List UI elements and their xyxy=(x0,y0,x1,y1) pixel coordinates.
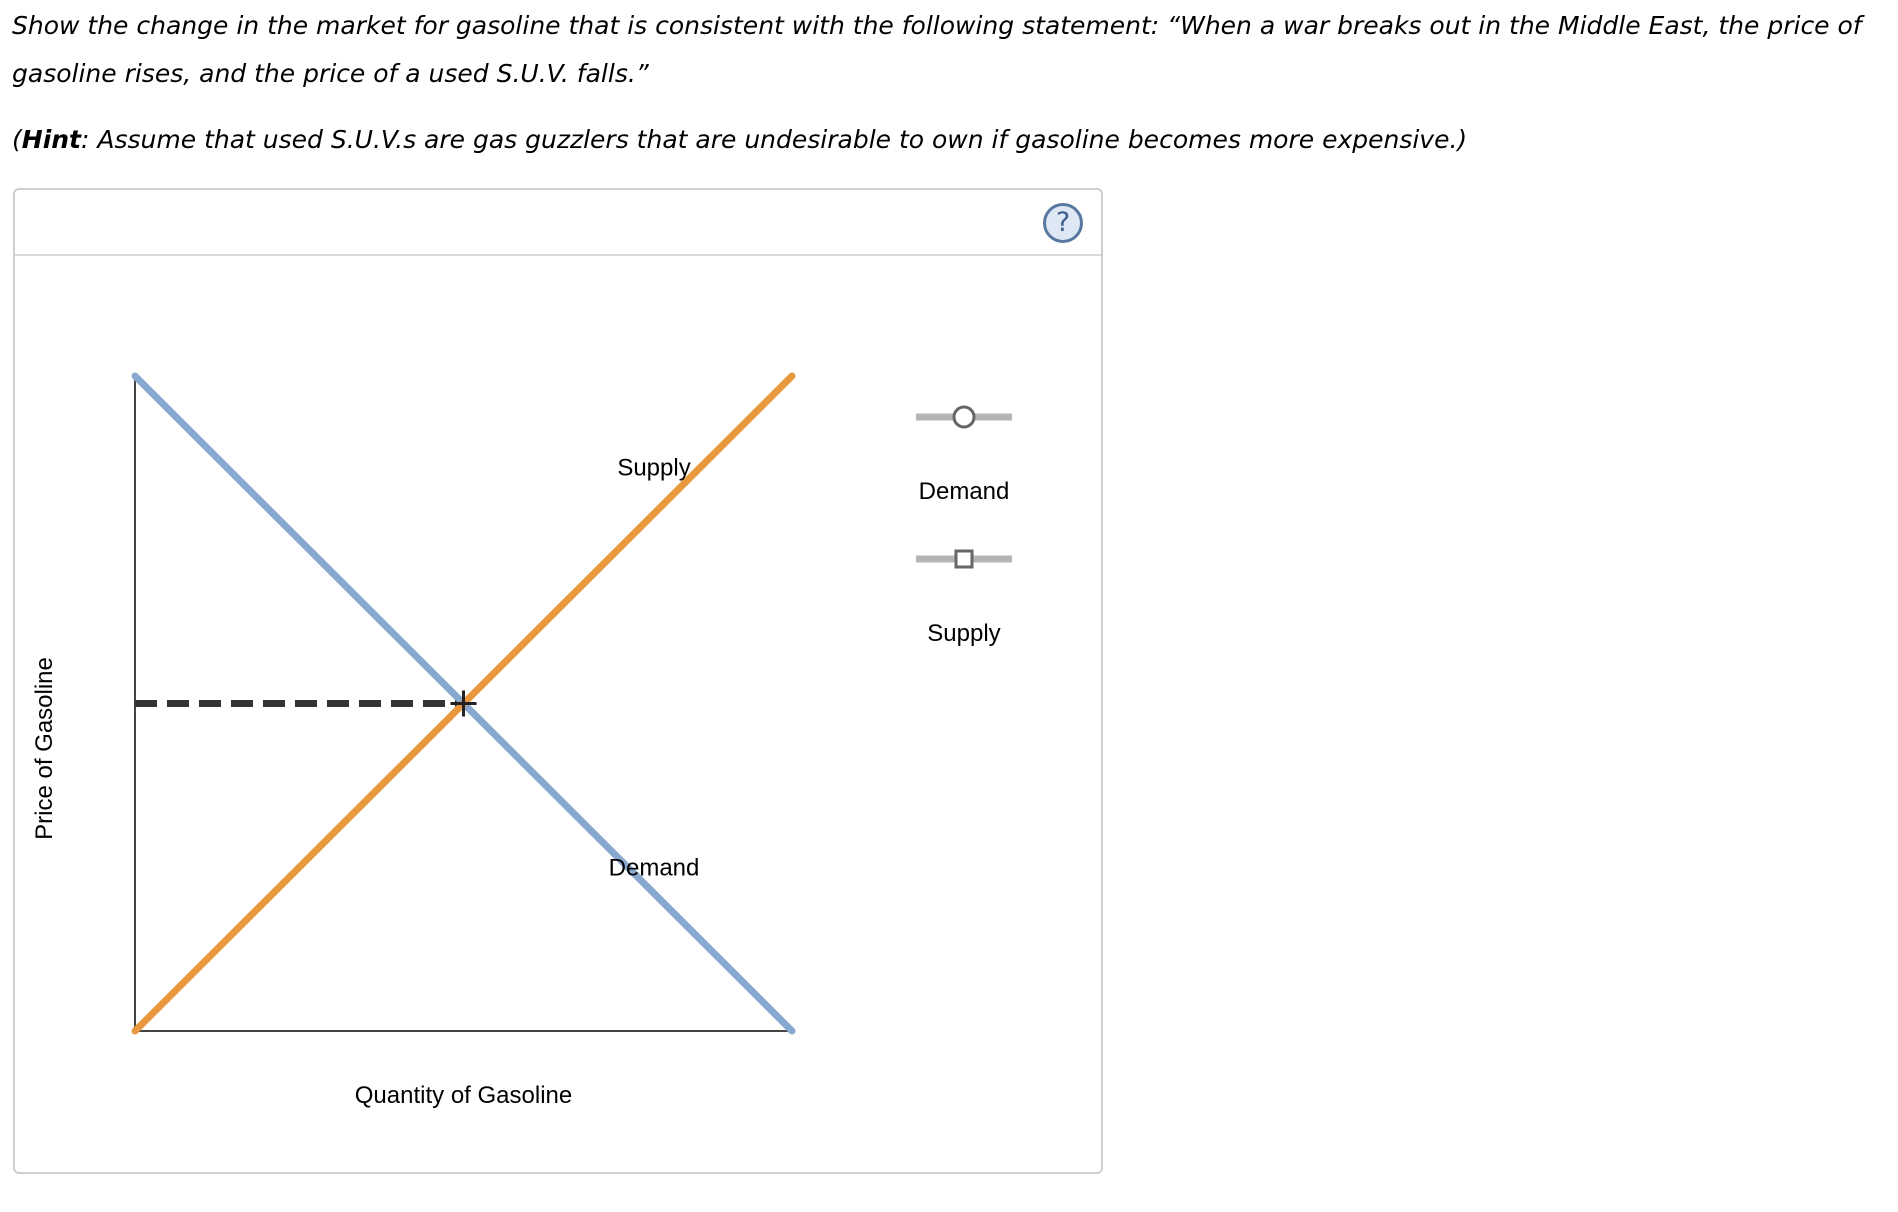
legend-tool-supply[interactable] xyxy=(916,551,1012,647)
square-marker-icon xyxy=(956,551,972,567)
hint-label: Hint xyxy=(21,125,82,154)
y-axis-label: Price of Gasoline xyxy=(31,657,58,840)
x-axis-label: Quantity of Gasoline xyxy=(354,1082,573,1109)
circle-marker-icon xyxy=(954,407,974,427)
legend-label-supply: Supply xyxy=(927,620,1001,647)
question-line-2: gasoline rises, and the price of a used S.U.V. falls.” xyxy=(12,59,649,88)
help-icon: ? xyxy=(1055,207,1071,238)
hint-body: : Assume that used S.U.V.s are gas guzzlers that are undesirable to own if gasoline becomes more expensive.) xyxy=(81,125,1468,154)
legend-tool-demand[interactable] xyxy=(916,407,1012,505)
supply-curve-label: Supply xyxy=(617,454,691,482)
legend-label-demand: Demand xyxy=(918,478,1010,505)
demand-curve-label: Demand xyxy=(608,854,700,882)
question-line-1: Show the change in the market for gasoline that is consistent with the following statement: “When a war breaks out in the Middle East, the price of xyxy=(12,11,1862,40)
hint-open: ( xyxy=(12,125,22,154)
